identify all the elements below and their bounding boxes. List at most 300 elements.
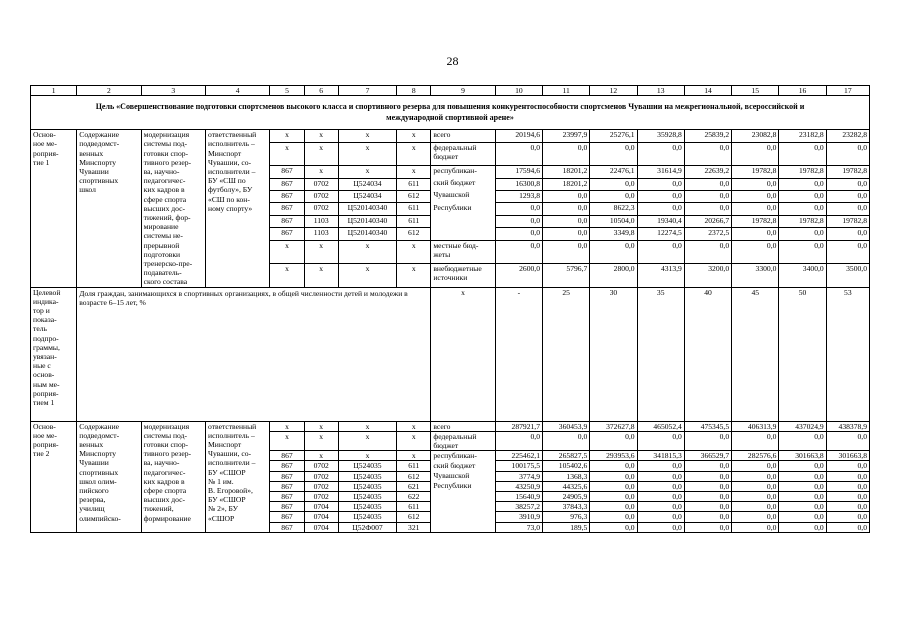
measure-2-value-15: 0,0: [732, 471, 779, 481]
column-number-13: 13: [637, 86, 684, 96]
measure-2-value-17: 0,0: [826, 502, 869, 512]
measure-2-source: [431, 522, 495, 532]
measure-1-source: ский бюджет: [431, 178, 495, 190]
measure-2-code-8: 611: [397, 502, 431, 512]
measure-2-code-5: 867: [270, 461, 304, 471]
measure-1-value-12: 3349,8: [590, 228, 637, 240]
measure-1-value-10: 0,0: [495, 240, 542, 264]
measure-1-source: Республики: [431, 203, 495, 215]
measure-1-value-12: 0,0: [590, 178, 637, 190]
measure-2-value-17: 438378,9: [826, 421, 869, 431]
measure-1-value-12: 0,0: [590, 142, 637, 166]
measure-1-value-17: 0,0: [826, 203, 869, 215]
measure-1-value-13: 19340,4: [637, 215, 684, 227]
measure-2-value-10: 0,0: [495, 431, 542, 450]
measure-1-code-6: 0702: [304, 190, 338, 202]
measure-1-code-8: 611: [397, 178, 431, 190]
measure-1-value-11: 0,0: [543, 203, 590, 215]
measure-1-value-12: 8622,3: [590, 203, 637, 215]
measure-1-code-7: Ц520140340: [338, 215, 396, 227]
measure-1-value-16: 23182,8: [779, 130, 826, 142]
measure-1-value-13: 0,0: [637, 240, 684, 264]
measure-1-code-6: x: [304, 130, 338, 142]
measure-2-value-12: 0,0: [590, 512, 637, 522]
measure-1-source: федеральный бюджет: [431, 142, 495, 166]
measure-2-value-15: 0,0: [732, 502, 779, 512]
measure-2-code-5: x: [270, 421, 304, 431]
measure-1-source: [431, 228, 495, 240]
measure-1-code-8: x: [397, 142, 431, 166]
indicator-text: Доля граждан, занимающихся в спортивных организациях, в общей численности детей и молодежи в возрасте 6–15 лет, %: [77, 287, 431, 421]
measure-2-code-5: x: [270, 431, 304, 450]
measure-2-value-16: 0,0: [779, 492, 826, 502]
measure-1-value-16: 0,0: [779, 228, 826, 240]
measure-1-code-5: 867: [270, 190, 304, 202]
measure-1-code-6: 0702: [304, 203, 338, 215]
measure-1-value-10: 0,0: [495, 142, 542, 166]
measure-2-code-7: x: [338, 421, 396, 431]
column-number-16: 16: [779, 86, 826, 96]
measure-2-source: Республики: [431, 481, 495, 491]
measure-1-value-17: 0,0: [826, 228, 869, 240]
measure-1-value-10: 0,0: [495, 228, 542, 240]
measure-2-value-15: 0,0: [732, 431, 779, 450]
column-number-11: 11: [543, 86, 590, 96]
column-number-17: 17: [826, 86, 869, 96]
measure-1-value-10: 0,0: [495, 203, 542, 215]
measure-1-value-13: 4313,9: [637, 264, 684, 288]
measure-2-code-7: x: [338, 431, 396, 450]
measure-1-value-14: 0,0: [684, 240, 731, 264]
measure-2-value-10: 3774,9: [495, 471, 542, 481]
measure-1-code-6: 0702: [304, 178, 338, 190]
measure-1-value-12: 10504,0: [590, 215, 637, 227]
measure-2-value-12: 0,0: [590, 492, 637, 502]
measure-1-value-15: 0,0: [732, 142, 779, 166]
measure-2-code-7: Ц524035: [338, 461, 396, 471]
measure-1-value-12: 0,0: [590, 240, 637, 264]
measure-1-value-10: 17594,6: [495, 166, 542, 178]
measure-1-value-15: 0,0: [732, 203, 779, 215]
measure-1-value-13: 0,0: [637, 203, 684, 215]
measure-2-value-12: 293953,6: [590, 451, 637, 461]
measure-1-value-16: 19782,8: [779, 166, 826, 178]
measure-2-code-6: 0704: [304, 512, 338, 522]
measure-1-value-11: 0,0: [543, 215, 590, 227]
measure-2-value-15: 282576,6: [732, 451, 779, 461]
measure-2-value-17: 0,0: [826, 461, 869, 471]
measure-1-code-8: 611: [397, 215, 431, 227]
measure-2-code-8: 321: [397, 522, 431, 532]
measure-1-code-7: Ц524034: [338, 190, 396, 202]
measure-1-code-7: Ц520140340: [338, 203, 396, 215]
measure-2-code-8: 612: [397, 512, 431, 522]
measure-1-value-11: 0,0: [543, 240, 590, 264]
column-number-7: 7: [338, 86, 396, 96]
measure-2-code-7: Ц524035: [338, 492, 396, 502]
measure-1-source: [431, 215, 495, 227]
measure-1-value-10: 2600,0: [495, 264, 542, 288]
column-number-3: 3: [141, 86, 205, 96]
measure-2-value-14: 0,0: [684, 502, 731, 512]
measure-2-value-13: 0,0: [637, 481, 684, 491]
measure-2-code-7: Ц52Ф007: [338, 522, 396, 532]
measure-1-source: Чувашской: [431, 190, 495, 202]
indicator-value-15: 45: [732, 287, 779, 421]
measure-2-code-6: 0704: [304, 502, 338, 512]
measure-2-code-8: 612: [397, 471, 431, 481]
measure-2-value-16: 301663,8: [779, 451, 826, 461]
measure-2-code-8: 622: [397, 492, 431, 502]
measure-2-value-17: 301663,8: [826, 451, 869, 461]
measure-1-code-6: x: [304, 166, 338, 178]
measure-1-value-11: 0,0: [543, 190, 590, 202]
measure-2-value-12: 372627,8: [590, 421, 637, 431]
measure-1-value-13: 31614,9: [637, 166, 684, 178]
measure-2-code-7: Ц524035: [338, 512, 396, 522]
measure-2-value-11: 24905,9: [543, 492, 590, 502]
measure-1-executor: ответственный исполнитель – Минспорт Чувашии, со- исполнители – БУ «СШ по футболу», БУ «СШ по кон- ному спорту»: [206, 130, 270, 287]
measure-1-code-7: x: [338, 142, 396, 166]
measure-2-value-12: 0,0: [590, 431, 637, 450]
measure-1-value-14: 0,0: [684, 203, 731, 215]
measure-1-value-14: 0,0: [684, 190, 731, 202]
measure-2-code-6: 0702: [304, 471, 338, 481]
measure-1-value-11: 0,0: [543, 228, 590, 240]
measure-2-value-14: 0,0: [684, 461, 731, 471]
measure-2-value-17: 0,0: [826, 512, 869, 522]
measure-1-code-7: x: [338, 130, 396, 142]
measure-1-value-14: 22639,2: [684, 166, 731, 178]
measure-1-code-7: x: [338, 240, 396, 264]
measure-2-value-14: 0,0: [684, 512, 731, 522]
measure-1-code-8: 611: [397, 203, 431, 215]
measure-1-value-16: 3400,0: [779, 264, 826, 288]
measure-2-value-14: 0,0: [684, 492, 731, 502]
measure-1-value-14: 25839,2: [684, 130, 731, 142]
measure-1-value-16: 0,0: [779, 240, 826, 264]
indicator-value-11: 25: [543, 287, 590, 421]
measure-2-code-8: x: [397, 421, 431, 431]
measure-1-value-14: 20266,7: [684, 215, 731, 227]
measure-2-source: [431, 492, 495, 502]
measure-1-value-12: 0,0: [590, 190, 637, 202]
measure-2-value-14: 0,0: [684, 471, 731, 481]
measure-1-value-11: 18201,2: [543, 178, 590, 190]
measure-2-value-10: 38257,2: [495, 502, 542, 512]
measure-1-value-15: 19782,8: [732, 166, 779, 178]
measure-1-code-8: x: [397, 166, 431, 178]
measure-2-code-6: 0704: [304, 522, 338, 532]
measure-1-value-12: 25276,1: [590, 130, 637, 142]
column-number-15: 15: [732, 86, 779, 96]
measure-2-value-12: 0,0: [590, 471, 637, 481]
measure-1-value-12: 22476,1: [590, 166, 637, 178]
measure-2-value-10: 100175,5: [495, 461, 542, 471]
measure-1-code-5: 867: [270, 166, 304, 178]
measure-2-value-13: 0,0: [637, 471, 684, 481]
measure-2-value-17: 0,0: [826, 522, 869, 532]
measure-2-code-6: 0702: [304, 481, 338, 491]
measure-1-value-17: 19782,8: [826, 166, 869, 178]
measure-1-value-11: 0,0: [543, 142, 590, 166]
measure-2-code-5: 867: [270, 451, 304, 461]
measure-1-value-17: 0,0: [826, 240, 869, 264]
column-number-6: 6: [304, 86, 338, 96]
measure-1-code-7: x: [338, 166, 396, 178]
measure-1-row: [31, 130, 870, 142]
measure-2-value-10: 225462,1: [495, 451, 542, 461]
measure-2-value-12: 0,0: [590, 481, 637, 491]
measure-1-value-14: 0,0: [684, 178, 731, 190]
measure-2-value-11: 189,5: [543, 522, 590, 532]
measure-2-code-6: x: [304, 421, 338, 431]
measure-2-source: ский бюджет: [431, 461, 495, 471]
measure-1-code-8: 612: [397, 228, 431, 240]
measure-1-value-12: 2800,0: [590, 264, 637, 288]
column-number-2: 2: [77, 86, 141, 96]
indicator-value-17: 53: [826, 287, 869, 421]
measure-1-code-5: 867: [270, 215, 304, 227]
measure-2-value-15: 406313,9: [732, 421, 779, 431]
measure-1-value-13: 12274,5: [637, 228, 684, 240]
measure-2-value-13: 341815,3: [637, 451, 684, 461]
measure-1-value-16: 0,0: [779, 178, 826, 190]
measure-1-value-15: 19782,8: [732, 215, 779, 227]
measure-1-value-10: 0,0: [495, 215, 542, 227]
measure-1-value-13: 0,0: [637, 142, 684, 166]
measure-1-value-14: 0,0: [684, 142, 731, 166]
measure-1-value-16: 0,0: [779, 203, 826, 215]
measure-1-code-5: x: [270, 264, 304, 288]
measure-1-code-6: x: [304, 142, 338, 166]
measure-1-value-11: 5796,7: [543, 264, 590, 288]
measure-2-source: республикан-: [431, 451, 495, 461]
measure-2-value-10: 15640,9: [495, 492, 542, 502]
measure-2-value-11: 1368,3: [543, 471, 590, 481]
column-number-12: 12: [590, 86, 637, 96]
measure-1-value-16: 19782,8: [779, 215, 826, 227]
measure-1-source: всего: [431, 130, 495, 142]
page-number: 28: [446, 54, 459, 68]
measure-2-value-17: 0,0: [826, 431, 869, 450]
measure-2-value-17: 0,0: [826, 481, 869, 491]
measure-2-code-5: 867: [270, 512, 304, 522]
measure-1-value-15: 0,0: [732, 228, 779, 240]
measure-2-source: [431, 512, 495, 522]
column-number-row: [31, 86, 870, 96]
measure-1-value-11: 23997,9: [543, 130, 590, 142]
measure-2-value-14: 0,0: [684, 522, 731, 532]
measure-1-code-7: Ц524034: [338, 178, 396, 190]
measure-1-code-6: x: [304, 240, 338, 264]
measure-2-code-6: x: [304, 431, 338, 450]
measure-1-code-6: 1103: [304, 215, 338, 227]
measure-2-value-11: 0,0: [543, 431, 590, 450]
measure-2-value-16: 0,0: [779, 461, 826, 471]
measure-2-value-16: 0,0: [779, 512, 826, 522]
measure-2-value-13: 0,0: [637, 522, 684, 532]
measure-2-code-7: x: [338, 451, 396, 461]
measure-2-value-14: 366529,7: [684, 451, 731, 461]
measure-2-value-10: 73,0: [495, 522, 542, 532]
column-number-14: 14: [684, 86, 731, 96]
measure-2-source: Чувашской: [431, 471, 495, 481]
measure-1-code-5: x: [270, 240, 304, 264]
measure-2-value-14: 0,0: [684, 431, 731, 450]
measure-2-value-17: 0,0: [826, 471, 869, 481]
measure-2-value-12: 0,0: [590, 502, 637, 512]
measure-1-value-17: 0,0: [826, 142, 869, 166]
indicator-value-10: -: [495, 287, 542, 421]
measure-1-value-14: 3200,0: [684, 264, 731, 288]
measure-2-value-13: 0,0: [637, 461, 684, 471]
indicator-value-16: 50: [779, 287, 826, 421]
measure-2-value-10: 3910,9: [495, 512, 542, 522]
measure-1-value-17: 0,0: [826, 178, 869, 190]
measure-1-source: республикан-: [431, 166, 495, 178]
measure-1-code-8: x: [397, 130, 431, 142]
indicator-source: x: [431, 287, 495, 421]
measure-1-value-10: 1293,8: [495, 190, 542, 202]
measure-1-code-6: x: [304, 264, 338, 288]
column-number-4: 4: [206, 86, 270, 96]
measure-2-value-15: 0,0: [732, 492, 779, 502]
measure-1-value-17: 3500,0: [826, 264, 869, 288]
measure-2-value-12: 0,0: [590, 461, 637, 471]
measure-2-code-6: 0702: [304, 492, 338, 502]
measure-2-value-11: 105402,6: [543, 461, 590, 471]
measure-2-value-13: 0,0: [637, 492, 684, 502]
measure-2-code-5: 867: [270, 492, 304, 502]
measure-1-value-13: 0,0: [637, 178, 684, 190]
measure-1-value-17: 19782,8: [826, 215, 869, 227]
measure-2-code-7: Ц524035: [338, 502, 396, 512]
measure-2-task: модернизация системы под- готовки спор- тивного резер- ва, научно- педагогичес- ких кадров в сфере спорта высших дос- тижений, формирование: [141, 421, 205, 532]
measure-1-code-6: 1103: [304, 228, 338, 240]
measure-2-value-16: 0,0: [779, 522, 826, 532]
measure-2-code-7: Ц524035: [338, 481, 396, 491]
measure-2-value-17: 0,0: [826, 492, 869, 502]
measure-1-code-5: 867: [270, 228, 304, 240]
measure-1-code-7: Ц520140340: [338, 228, 396, 240]
measure-1-value-13: 0,0: [637, 190, 684, 202]
measure-1-value-17: 0,0: [826, 190, 869, 202]
measure-1-task: модернизация системы под- готовки спор- тивного резер- ва, научно- педагогичес- ких кадров в сфере спорта высших дос- тижений, фор- мирование системы не- прерывной подготовки тренерско-пре- подаватель- ского состава: [141, 130, 205, 287]
measure-1-source: местные бюд- жеты: [431, 240, 495, 264]
measure-2-code-8: x: [397, 431, 431, 450]
measure-2-source: [431, 502, 495, 512]
measure-1-value-15: 0,0: [732, 178, 779, 190]
measure-1-code-8: x: [397, 240, 431, 264]
measure-2-value-14: 475345,5: [684, 421, 731, 431]
measure-2-value-10: 287921,7: [495, 421, 542, 431]
measure-1-value-15: 23082,8: [732, 130, 779, 142]
measure-1-content: Содержание подведомст- венных Минспорту Чувашии спортивных школ: [77, 130, 141, 287]
measure-2-value-13: 0,0: [637, 512, 684, 522]
column-number-10: 10: [495, 86, 542, 96]
measure-2-code-5: 867: [270, 471, 304, 481]
measure-1-value-14: 2372,5: [684, 228, 731, 240]
program-table: [30, 85, 870, 533]
indicator-row: [31, 287, 870, 421]
indicator-value-14: 40: [684, 287, 731, 421]
goal-row: [31, 96, 870, 130]
indicator-value-12: 30: [590, 287, 637, 421]
measure-1-value-15: 0,0: [732, 240, 779, 264]
measure-1-code-5: 867: [270, 178, 304, 190]
measure-2-value-16: 0,0: [779, 431, 826, 450]
measure-2-value-16: 437024,9: [779, 421, 826, 431]
measure-2-value-16: 0,0: [779, 471, 826, 481]
measure-2-title: Основ- ное ме- роприя- тие 2: [31, 421, 77, 532]
measure-2-value-16: 0,0: [779, 502, 826, 512]
measure-1-value-16: 0,0: [779, 142, 826, 166]
measure-1-title: Основ- ное ме- роприя- тие 1: [31, 130, 77, 287]
measure-1-source: внебюджетные источники: [431, 264, 495, 288]
measure-2-code-8: x: [397, 451, 431, 461]
measure-1-code-5: x: [270, 130, 304, 142]
measure-2-value-11: 44325,6: [543, 481, 590, 491]
column-number-1: 1: [31, 86, 77, 96]
measure-2-value-14: 0,0: [684, 481, 731, 491]
measure-2-value-15: 0,0: [732, 481, 779, 491]
measure-1-code-8: x: [397, 264, 431, 288]
measure-1-value-10: 20194,6: [495, 130, 542, 142]
measure-2-code-5: 867: [270, 502, 304, 512]
column-number-9: 9: [431, 86, 495, 96]
column-number-8: 8: [397, 86, 431, 96]
measure-2-value-13: 465052,4: [637, 421, 684, 431]
column-number-5: 5: [270, 86, 304, 96]
measure-2-code-8: 621: [397, 481, 431, 491]
measure-1-code-7: x: [338, 264, 396, 288]
measure-1-value-11: 18201,2: [543, 166, 590, 178]
measure-1-value-16: 0,0: [779, 190, 826, 202]
measure-2-code-7: Ц524035: [338, 471, 396, 481]
goal-text: Цель «Совершенствование подготовки спортсменов высокого класса и спортивного резерва для повышения конкурентоспособности спортсменов Чувашии на межрегиональной, всероссийской и международной спортивной арене»: [31, 96, 870, 130]
measure-2-source: федеральный бюджет: [431, 431, 495, 450]
measure-2-value-15: 0,0: [732, 522, 779, 532]
measure-2-source: всего: [431, 421, 495, 431]
measure-2-value-12: 0,0: [590, 522, 637, 532]
measure-2-executor: ответственный исполнитель – Минспорт Чувашии, со- исполнители – БУ «СШОР № 1 им. В. Егоровой», БУ «СШОР № 2», БУ «СШОР: [206, 421, 270, 532]
measure-1-value-15: 3300,0: [732, 264, 779, 288]
measure-1-code-8: 612: [397, 190, 431, 202]
measure-2-code-6: 0702: [304, 461, 338, 471]
measure-2-value-13: 0,0: [637, 502, 684, 512]
measure-2-code-6: x: [304, 451, 338, 461]
measure-2-value-11: 976,3: [543, 512, 590, 522]
measure-1-value-13: 35928,8: [637, 130, 684, 142]
measure-2-row: [31, 421, 870, 431]
measure-2-value-13: 0,0: [637, 431, 684, 450]
measure-2-value-10: 43250,9: [495, 481, 542, 491]
measure-1-code-5: 867: [270, 203, 304, 215]
measure-2-value-11: 360453,9: [543, 421, 590, 431]
measure-2-value-15: 0,0: [732, 512, 779, 522]
measure-1-value-15: 0,0: [732, 190, 779, 202]
measure-2-code-5: 867: [270, 481, 304, 491]
measure-1-value-10: 16300,8: [495, 178, 542, 190]
measure-2-code-8: 611: [397, 461, 431, 471]
measure-2-value-15: 0,0: [732, 461, 779, 471]
measure-2-value-16: 0,0: [779, 481, 826, 491]
measure-1-code-5: x: [270, 142, 304, 166]
indicator-value-13: 35: [637, 287, 684, 421]
measure-2-content: Содержание подведомст- венных Минспорту Чувашии спортивных школ олим- пийского резерва, училищ олимпийско-: [77, 421, 141, 532]
measure-2-value-11: 265827,5: [543, 451, 590, 461]
